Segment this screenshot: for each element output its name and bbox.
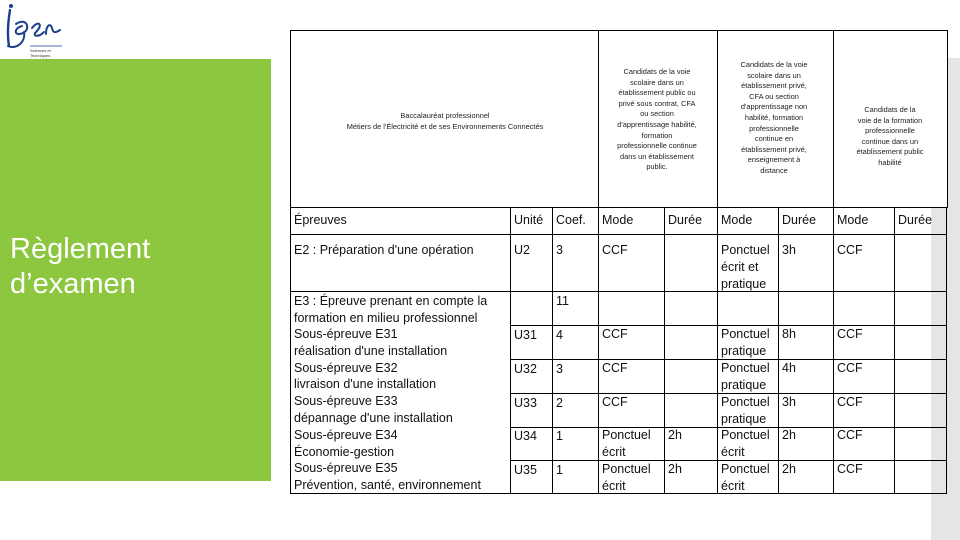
e2-mode-continuing: CCF xyxy=(837,243,863,257)
header-line: professionnelle xyxy=(865,126,915,136)
u32-coef: 3 xyxy=(556,362,563,376)
sub-exam-desc: Prévention, santé, environnement xyxy=(294,478,481,493)
header-line: dans un établissement xyxy=(620,151,694,161)
header-line: Candidats de la voie xyxy=(623,67,691,76)
e2-mode-private xyxy=(721,242,770,292)
grid-line xyxy=(290,234,947,235)
cell-line: pratique xyxy=(721,343,767,358)
cell-line: Ponctuel xyxy=(721,327,770,341)
table-header-box xyxy=(290,30,948,208)
u34-mode-continuing: CCF xyxy=(837,428,863,442)
header-candidates-continuing xyxy=(834,105,946,169)
header-line: professionnelle xyxy=(749,123,799,133)
header-line: public. xyxy=(646,162,668,172)
u33-mode-private xyxy=(721,394,770,428)
header-line: établissement public ou xyxy=(618,88,696,98)
u34-duree: 2h xyxy=(668,428,682,442)
u34-unite: U34 xyxy=(514,429,537,443)
e2-label: E2 : Préparation d'une opération xyxy=(294,243,474,257)
header-line: établissement public xyxy=(856,147,924,157)
header-bac-line: Métiers de l'Électricité et de ses Environnements Connectés xyxy=(346,121,544,131)
u35-coef: 1 xyxy=(556,463,563,477)
u33-mode: CCF xyxy=(602,395,628,409)
header-line: CFA ou section xyxy=(749,91,799,101)
cell-line: Ponctuel xyxy=(721,243,770,257)
header-line: d'apprentissage habilité, xyxy=(617,119,697,129)
header-line: voie de la formation xyxy=(857,115,923,125)
u33-duree-private: 3h xyxy=(782,395,796,409)
e3-label xyxy=(294,293,487,327)
cell-line: pratique xyxy=(721,377,767,392)
u34-mode xyxy=(602,427,651,461)
col-header-duree: Durée xyxy=(898,213,933,227)
slide-title-line-2: d’examen xyxy=(10,268,136,300)
u33-mode-continuing: CCF xyxy=(837,395,863,409)
sub-exam-desc: réalisation d'une installation xyxy=(294,343,448,358)
col-header-unite: Unité xyxy=(514,213,544,227)
cell-line: écrit et xyxy=(721,259,759,274)
cell-line: écrit xyxy=(602,444,626,459)
header-line: habilité, formation xyxy=(744,112,804,122)
grid-line xyxy=(598,30,599,493)
cell-line: Ponctuel xyxy=(721,428,770,442)
header-line: continue en xyxy=(754,134,794,144)
u31-mode-continuing: CCF xyxy=(837,327,863,341)
cell-line: écrit xyxy=(602,478,626,493)
sub-exam-title: Sous-épreuve E35 xyxy=(294,461,398,476)
e2-coef: 3 xyxy=(556,243,563,257)
header-line: Candidats de la xyxy=(864,105,916,114)
col-header-coef: Coef. xyxy=(556,213,586,227)
u35-mode-private xyxy=(721,461,770,495)
cell-line: Ponctuel xyxy=(602,462,651,476)
cell-line: pratique xyxy=(721,276,767,291)
header-line: professionnelle continue xyxy=(617,141,697,151)
grid-line xyxy=(717,30,718,493)
grid-line xyxy=(833,30,834,493)
header-line: privé sous contrat, CFA xyxy=(618,98,696,108)
sub-exam-title: Sous-épreuve E32 xyxy=(294,360,398,375)
grid-line xyxy=(664,207,665,493)
u35-duree: 2h xyxy=(668,462,682,476)
u35-mode-continuing: CCF xyxy=(837,462,863,476)
header-line: établissement privé, xyxy=(741,81,807,91)
grid-line xyxy=(290,291,947,292)
slide-title xyxy=(10,232,150,302)
cell-line: Ponctuel xyxy=(721,361,770,375)
header-line: scolaire dans un xyxy=(747,70,801,80)
cell-line: Ponctuel xyxy=(721,395,770,409)
header-candidates-private xyxy=(719,60,829,177)
header-line: distance xyxy=(760,165,788,175)
e2-mode: CCF xyxy=(602,243,628,257)
u31-unite: U31 xyxy=(514,328,537,342)
u31-coef: 4 xyxy=(556,328,563,342)
header-line: scolaire dans un xyxy=(630,77,684,87)
u32-duree-private: 4h xyxy=(782,361,796,375)
sub-exam-desc: livraison d'une installation xyxy=(294,377,437,392)
cell-line: E3 : Épreuve prenant en compte la xyxy=(294,294,488,308)
header-line: enseignement à xyxy=(747,155,801,165)
cell-line: écrit xyxy=(721,478,745,493)
grid-line xyxy=(946,207,947,493)
sub-exam-title: Sous-épreuve E31 xyxy=(294,327,398,341)
cell-line: pratique xyxy=(721,411,767,426)
header-line: continue dans un xyxy=(861,136,919,146)
u32-mode-continuing: CCF xyxy=(837,361,863,375)
u35-mode xyxy=(602,461,651,495)
grid-line xyxy=(510,207,511,493)
u32-mode: CCF xyxy=(602,361,628,375)
u34-duree-private: 2h xyxy=(782,428,796,442)
header-line: Candidats de la voie xyxy=(740,60,808,69)
col-header-mode: Mode xyxy=(837,213,869,227)
header-line: établissement privé, xyxy=(741,144,807,154)
sub-exam-title: Sous-épreuve E33 xyxy=(294,394,398,409)
header-line: d'apprentissage non xyxy=(740,102,808,112)
cell-line: Ponctuel xyxy=(721,462,770,476)
header-candidates-public xyxy=(603,67,711,173)
cell-line: formation en milieu professionnel xyxy=(294,310,478,325)
u31-mode: CCF xyxy=(602,327,628,341)
col-header-duree: Durée xyxy=(782,213,817,227)
grid-line xyxy=(778,207,779,493)
u32-unite: U32 xyxy=(514,362,537,376)
header-line: ou section xyxy=(640,109,674,119)
col-header-epreuves: Épreuves xyxy=(294,213,347,227)
exam-table xyxy=(290,207,947,493)
col-header-duree: Durée xyxy=(668,213,703,227)
slide-title-line-1: Règlement xyxy=(10,233,151,265)
e3-coef: 11 xyxy=(556,294,569,308)
grid-line xyxy=(290,207,947,208)
header-line: formation xyxy=(641,130,673,140)
col-header-mode: Mode xyxy=(721,213,753,227)
u32-mode-private xyxy=(721,360,770,394)
header-bac-line: Baccalauréat professionnel xyxy=(400,111,490,120)
col-header-mode: Mode xyxy=(602,213,634,227)
u35-unite: U35 xyxy=(514,463,537,477)
u31-mode-private xyxy=(721,326,770,360)
u35-duree-private: 2h xyxy=(782,462,796,476)
header-line: habilité xyxy=(878,157,902,167)
u34-mode-private xyxy=(721,427,770,461)
grid-line xyxy=(290,207,291,493)
sub-exam-list xyxy=(294,326,481,494)
u33-coef: 2 xyxy=(556,396,563,410)
sub-exam-desc: dépannage d'une installation xyxy=(294,410,453,425)
sub-exam-desc: Économie-gestion xyxy=(294,444,395,459)
e2-duree-private: 3h xyxy=(782,243,796,257)
u33-unite: U33 xyxy=(514,396,537,410)
cell-line: Ponctuel xyxy=(602,428,651,442)
grid-line xyxy=(552,207,553,493)
e2-unite: U2 xyxy=(514,243,530,257)
cell-line: écrit xyxy=(721,444,745,459)
grid-line xyxy=(894,207,895,493)
header-bac xyxy=(291,111,599,132)
u31-duree-private: 8h xyxy=(782,327,796,341)
u34-coef: 1 xyxy=(556,429,563,443)
logo-subtitle: Sciences et Techniques xyxy=(30,48,51,58)
sub-exam-title: Sous-épreuve E34 xyxy=(294,427,398,442)
